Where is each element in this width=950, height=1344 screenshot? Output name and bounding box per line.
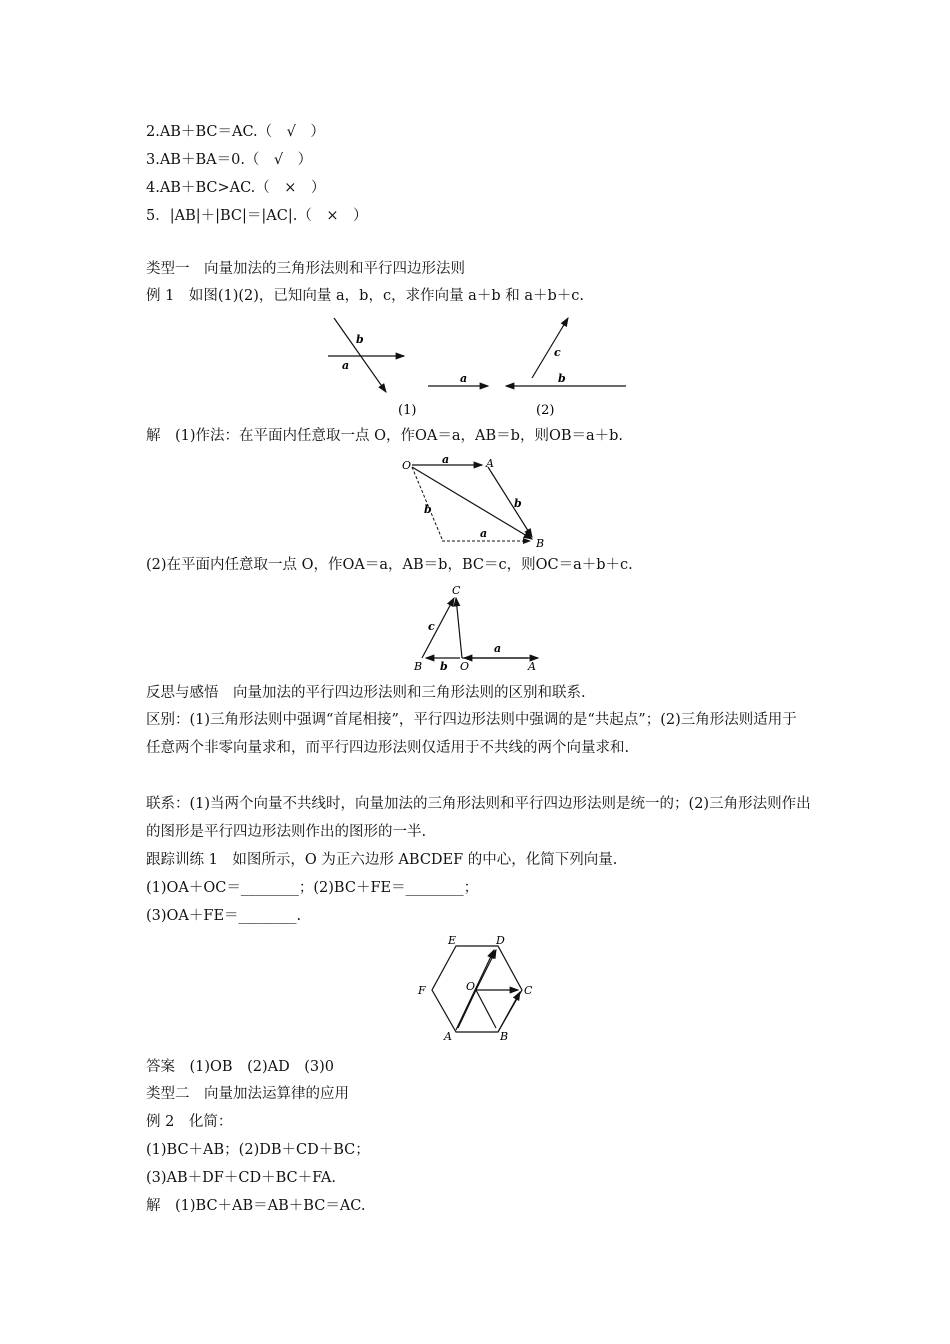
point-A: A — [486, 457, 494, 470]
figure-vectors-abc — [320, 312, 640, 422]
type2-heading: 类型二 向量加法运算律的应用 — [146, 1086, 349, 1102]
point-C: C — [452, 584, 461, 597]
svg-text:c: c — [428, 620, 435, 633]
vertex-C: C — [524, 984, 533, 997]
label-a-fig1: a — [342, 359, 350, 372]
solution1-text: 解 (1)作法：在平面内任意取一点 O，作OA＝a，AB＝b，则OB＝a＋b. — [146, 428, 624, 444]
figure-parallelogram — [400, 455, 560, 550]
figure-triangle — [410, 582, 550, 674]
difference-text: 区别：(1)三角形法则中强调“首尾相接”，平行四边形法则中强调的是“共起点”；(2)三角形法则适用于任意两个非零向量求和，而平行四边形法则仅适用于不共线的两个向量求和. — [146, 712, 797, 756]
center-O: O — [466, 980, 476, 993]
example2-q3: (3)AB＋DF＋CD＋BC＋FA. — [146, 1170, 336, 1186]
vector-b-fig1 — [334, 318, 386, 392]
svg-text:a: a — [494, 642, 502, 655]
answer-text: 答案 (1)OB (2)AD (3)0 — [146, 1059, 334, 1075]
point-A: A — [528, 660, 536, 673]
vertex-B: B — [500, 1030, 509, 1043]
caption-2: (2) — [536, 403, 555, 418]
label-b-fig2: b — [558, 372, 566, 385]
point-O: O — [402, 459, 412, 472]
connection-text: 联系：(1)当两个向量不共线时，向量加法的三角形法则和平行四边形法则是统一的；(2)三角形法则作出的图形是平行四边形法则作出的图形的一半. — [146, 796, 811, 840]
label-a-fig2: a — [460, 372, 468, 385]
judgment-5: 5．|AB|＋|BC|＝|AC|.（ × ） — [146, 208, 368, 224]
solution3-text: 解 (1)BC＋AB＝AB＋BC＝AC. — [146, 1198, 366, 1214]
label-c-fig2: c — [554, 346, 561, 359]
vertex-A: A — [444, 1030, 452, 1043]
svg-text:b: b — [424, 503, 432, 516]
point-B: B — [414, 660, 423, 673]
training1-q3: (3)OA＋FE＝________. — [146, 908, 302, 924]
figure-hexagon — [410, 932, 550, 1044]
svg-text:b: b — [440, 660, 448, 673]
example2-text: 例 2 化简： — [146, 1114, 233, 1130]
vertex-E: E — [448, 934, 457, 947]
point-B: B — [536, 537, 545, 550]
svg-text:a: a — [480, 527, 488, 540]
point-O: O — [460, 660, 470, 673]
example1-text: 例 1 如图(1)(2)，已知向量 a，b，c，求作向量 a＋b 和 a＋b＋c. — [146, 288, 584, 304]
judgment-4: 4.AB＋BC>AC.（ × ） — [146, 180, 326, 196]
training1-text: 跟踪训练 1 如图所示，O 为正六边形 ABCDEF 的中心，化简下列向量. — [146, 852, 618, 868]
reflection-title: 反思与感悟 向量加法的平行四边形法则和三角形法则的区别和联系. — [146, 685, 586, 701]
vertex-D: D — [496, 934, 505, 947]
judgment-3: 3.AB＋BA＝0.（ √ ） — [146, 152, 313, 168]
vector-c-fig2 — [532, 318, 568, 378]
judgment-2: 2.AB＋BC＝AC.（ √ ） — [146, 124, 325, 140]
label-b-fig1: b — [356, 333, 364, 346]
caption-1: (1) — [398, 403, 417, 418]
svg-text:b: b — [514, 497, 522, 510]
training1-q12: (1)OA＋OC＝________；(2)BC＋FE＝________； — [146, 880, 479, 896]
svg-text:a: a — [442, 453, 450, 466]
type1-heading: 类型一 向量加法的三角形法则和平行四边形法则 — [146, 261, 465, 277]
solution2-text: (2)在平面内任意取一点 O，作OA＝a，AB＝b，BC＝c，则OC＝a＋b＋c. — [146, 557, 633, 573]
example2-q12: (1)BC＋AB；(2)DB＋CD＋BC； — [146, 1142, 370, 1158]
vertex-F: F — [418, 984, 426, 997]
